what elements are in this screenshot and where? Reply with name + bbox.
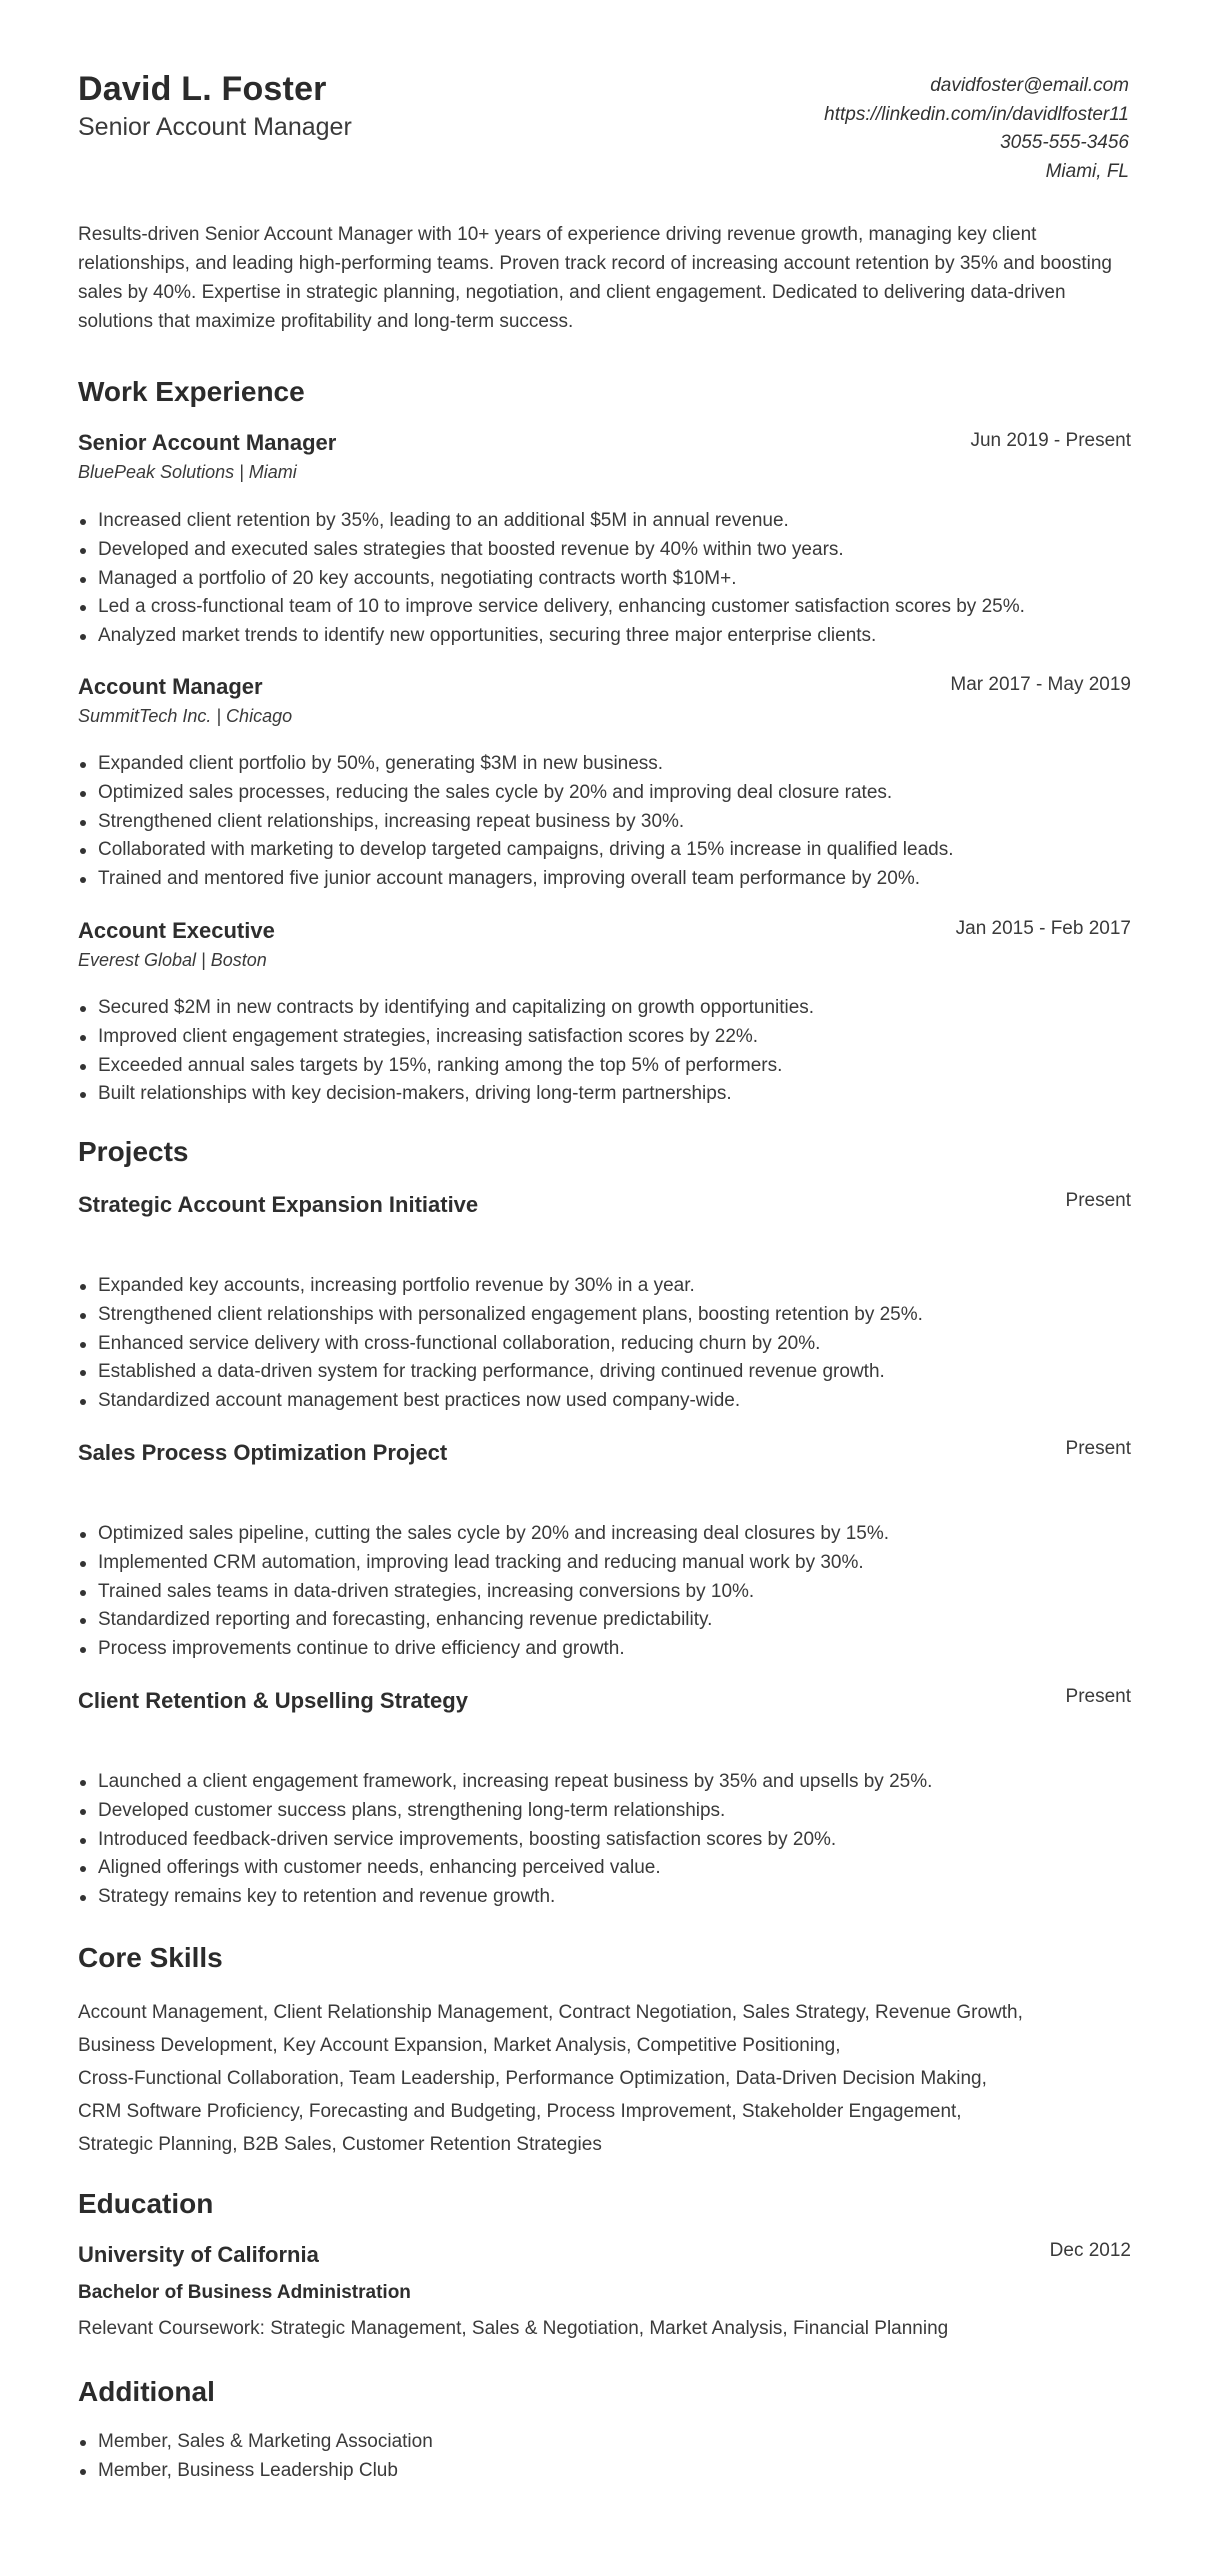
job-company: Everest Global | Boston (78, 950, 267, 970)
additional-list (78, 2428, 1138, 2486)
job-title: Senior Account Manager (78, 430, 337, 455)
job-bullets (78, 507, 1138, 651)
skills-list (78, 1996, 1138, 2161)
section-title-skills: Core Skills (78, 1942, 223, 1973)
job-company: SummitTech Inc. | Chicago (78, 706, 293, 726)
list-item: Exceeded annual sales targets by 15%, ranking among the top 5% of performers. (78, 1052, 1138, 1081)
job-title: Account Executive (78, 918, 275, 943)
resume-header (78, 0, 1129, 200)
job-date: Mar 2017 - May 2019 (950, 674, 1131, 695)
project-bullets (78, 1272, 1138, 1416)
project-title: Strategic Account Expansion Initiative (78, 1192, 479, 1217)
list-item: Established a data-driven system for tracking performance, driving continued revenue growth. (78, 1358, 1138, 1387)
skills-line: Account Management, Client Relationship Management, Contract Negotiation, Sales Strategy, Revenue Growth, (78, 2002, 1023, 2023)
list-item: Standardized reporting and forecasting, enhancing revenue predictability. (78, 1606, 1138, 1635)
section-title-additional: Additional (78, 2376, 215, 2407)
skills-line: Strategic Planning, B2B Sales, Customer Retention Strategies (78, 2134, 602, 2155)
project-date: Present (1065, 1686, 1131, 1707)
coursework: Relevant Coursework: Strategic Management, Sales & Negotiation, Market Analysis, Financial Planning (78, 2318, 949, 2339)
list-item: Optimized sales pipeline, cutting the sales cycle by 20% and increasing deal closures by 15%. (78, 1520, 1138, 1549)
list-item: Improved client engagement strategies, increasing satisfaction scores by 22%. (78, 1023, 1138, 1052)
list-item: Standardized account management best practices now used company-wide. (78, 1387, 1138, 1416)
job-title: Account Manager (78, 674, 263, 699)
job-bullets (78, 750, 1138, 894)
list-item: Member, Business Leadership Club (78, 2457, 1138, 2486)
list-item: Led a cross-functional team of 10 to improve service delivery, enhancing customer satisfaction scores by 25%. (78, 593, 1138, 622)
job-company: BluePeak Solutions | Miami (78, 462, 297, 482)
list-item: Aligned offerings with customer needs, enhancing perceived value. (78, 1854, 1138, 1883)
job-date: Jan 2015 - Feb 2017 (955, 918, 1131, 939)
project-title: Client Retention & Upselling Strategy (78, 1688, 468, 1713)
project-title: Sales Process Optimization Project (78, 1440, 448, 1465)
job-date: Jun 2019 - Present (970, 430, 1131, 451)
list-item: Strengthened client relationships with personalized engagement plans, boosting retention by 25%. (78, 1301, 1138, 1330)
list-item: Developed customer success plans, strengthening long-term relationships. (78, 1797, 1138, 1826)
list-item: Strengthened client relationships, increasing repeat business by 30%. (78, 808, 1138, 837)
list-item: Increased client retention by 35%, leading to an additional $5M in annual revenue. (78, 507, 1138, 536)
list-item: Process improvements continue to drive efficiency and growth. (78, 1635, 1138, 1664)
list-item: Trained and mentored five junior account managers, improving overall team performance by 20%. (78, 865, 1138, 894)
list-item: Implemented CRM automation, improving lead tracking and reducing manual work by 30%. (78, 1549, 1138, 1578)
list-item: Launched a client engagement framework, increasing repeat business by 35% and upsells by 25%. (78, 1768, 1138, 1797)
job-bullets (78, 994, 1138, 1109)
list-item: Expanded key accounts, increasing portfolio revenue by 30% in a year. (78, 1272, 1138, 1301)
degree: Bachelor of Business Administration (78, 2282, 411, 2303)
section-title-work: Work Experience (78, 376, 305, 407)
list-item: Optimized sales processes, reducing the sales cycle by 20% and improving deal closure rates. (78, 779, 1138, 808)
list-item: Built relationships with key decision-makers, driving long-term partnerships. (78, 1080, 1138, 1109)
skills-line: Cross-Functional Collaboration, Team Leadership, Performance Optimization, Data-Driven Decision Making, (78, 2068, 987, 2089)
project-date: Present (1065, 1438, 1131, 1459)
contact-linkedin[interactable]: https://linkedin.com/in/davidlfoster11 (824, 103, 1129, 125)
list-item: Trained sales teams in data-driven strategies, increasing conversions by 10%. (78, 1578, 1138, 1607)
list-item: Analyzed market trends to identify new opportunities, securing three major enterprise clients. (78, 622, 1138, 651)
school-name: University of California (78, 2242, 319, 2267)
list-item: Managed a portfolio of 20 key accounts, negotiating contracts worth $10M+. (78, 565, 1138, 594)
skills-line: Business Development, Key Account Expansion, Market Analysis, Competitive Positioning, (78, 2035, 841, 2056)
list-item: Introduced feedback-driven service improvements, boosting satisfaction scores by 20%. (78, 1826, 1138, 1855)
contact-info (824, 72, 1129, 186)
list-item: Enhanced service delivery with cross-functional collaboration, reducing churn by 20%. (78, 1330, 1138, 1359)
professional-summary: Results-driven Senior Account Manager with 10+ years of experience driving revenue growth, managing key client relationships, and leading high-performing teams. Proven track record of increasing account retention by 35% and boosting sales by 40%. Expertise in strategic planning, negotiation, and client engagement. Dedicated to delivering data-driven solutions that maximize profitability and long-term success. (78, 224, 1112, 332)
contact-phone: 3055-555-3456 (1000, 132, 1129, 153)
contact-email[interactable]: davidfoster@email.com (930, 75, 1129, 96)
section-title-education: Education (78, 2188, 214, 2219)
list-item: Member, Sales & Marketing Association (78, 2428, 1138, 2457)
project-bullets (78, 1768, 1138, 1912)
candidate-name: David L. Foster (78, 70, 327, 108)
education-date: Dec 2012 (1049, 2240, 1131, 2261)
list-item: Collaborated with marketing to develop targeted campaigns, driving a 15% increase in qualified leads. (78, 836, 1138, 865)
list-item: Expanded client portfolio by 50%, generating $3M in new business. (78, 750, 1138, 779)
skills-line: CRM Software Proficiency, Forecasting and Budgeting, Process Improvement, Stakeholder Engagement, (78, 2101, 962, 2122)
project-bullets (78, 1520, 1138, 1664)
list-item: Secured $2M in new contracts by identifying and capitalizing on growth opportunities. (78, 994, 1138, 1023)
list-item: Developed and executed sales strategies that boosted revenue by 40% within two years. (78, 536, 1138, 565)
candidate-role: Senior Account Manager (78, 113, 352, 141)
list-item: Strategy remains key to retention and revenue growth. (78, 1883, 1138, 1912)
project-date: Present (1065, 1190, 1131, 1211)
section-title-projects: Projects (78, 1136, 189, 1167)
contact-location: Miami, FL (1045, 160, 1129, 182)
